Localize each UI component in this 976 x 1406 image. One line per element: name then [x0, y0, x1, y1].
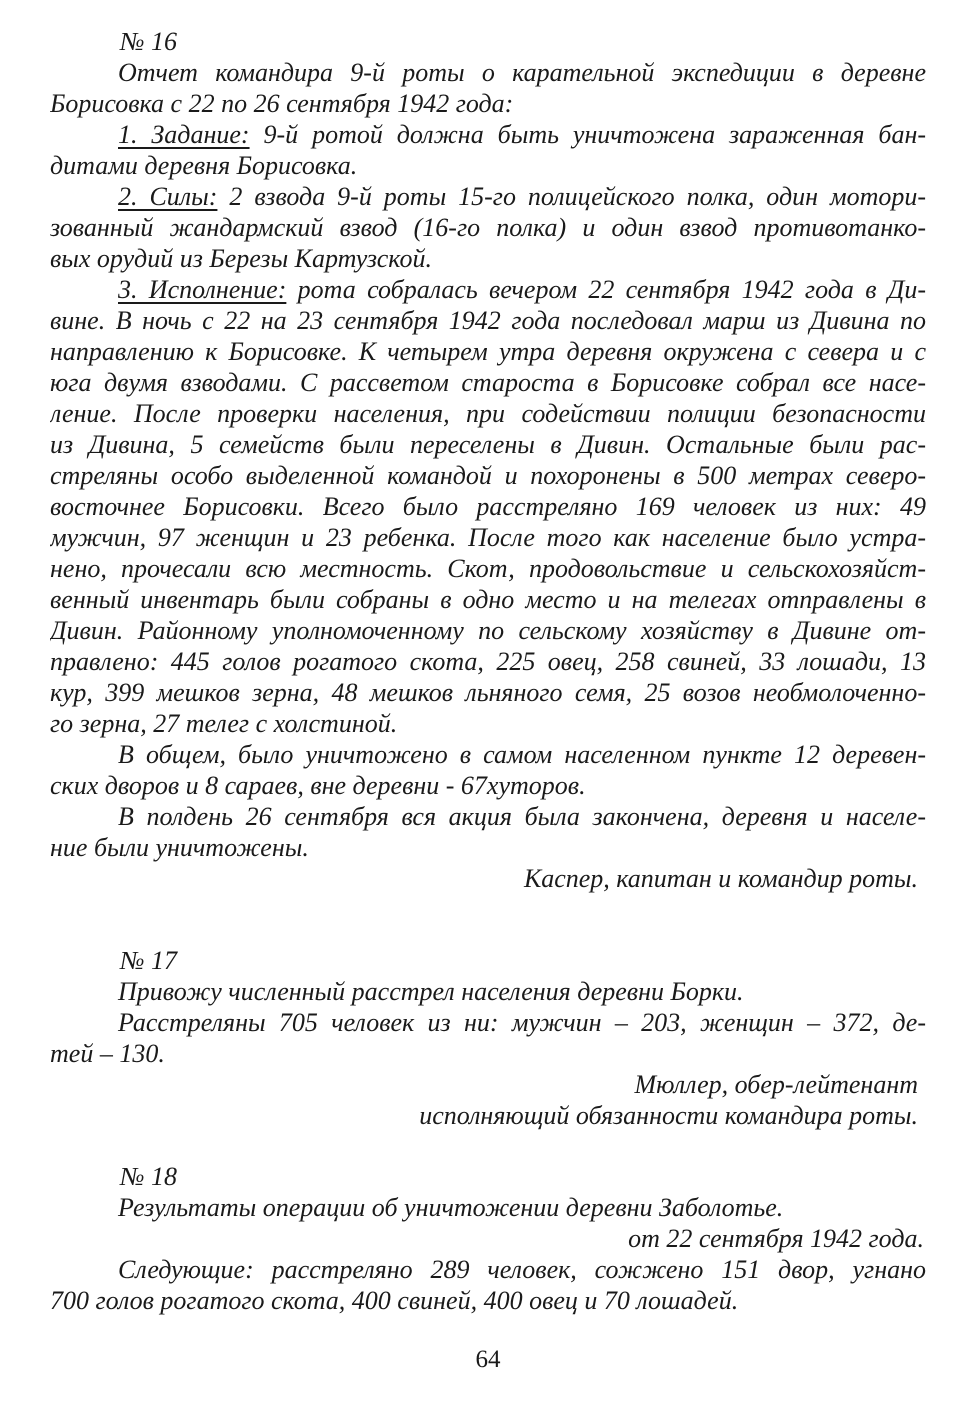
paragraph-text: рота собралась вечером 22 сентября 1942 года в Ди- [286, 275, 926, 304]
doc-16-execution-line: стреляны особо выделенной командой и похоронены в 500 метрах северо- [50, 461, 926, 490]
doc-16-execution-line: ление. После проверки населения, при содействии полиции безопасности [50, 399, 926, 428]
doc-16-forces-line [50, 181, 926, 212]
doc-17-body-line: тей – 130. [50, 1039, 165, 1068]
page-number: 64 [475, 1346, 501, 1373]
doc-16-execution-line: венный инвентарь были собраны в одно место и на телегах отправлены в [50, 585, 926, 614]
document-17 [50, 945, 926, 1131]
doc-16-title-line: Борисовка с 22 по 26 сентября 1942 года: [50, 89, 514, 118]
doc-16-execution-line: направлению к Борисовке. К четырем утра деревня окружена с севера и с [50, 337, 926, 366]
doc-17-signature-title: исполняющий обязанности командира роты. [419, 1101, 918, 1130]
doc-17-title-line: Привожу численный расстрел населения деревни Борки. [118, 977, 744, 1006]
underlined-heading-execution: 3. Исполнение: [118, 275, 287, 304]
doc-16-forces-line: зованный жандармский взвод (16-го полка) и один взвод противотанко- [50, 213, 926, 242]
doc-16-execution-line: вине. В ночь с 22 на 23 сентября 1942 года последовал марш из Дивина по [50, 306, 926, 335]
paragraph-text: 2 взвода 9-й роты 15-го полицейского полка, один мотори- [217, 182, 926, 211]
doc-16-execution-line: го зерна, 27 телег с холстиной. [50, 709, 398, 738]
doc-16-forces-line: вых орудий из Березы Картузской. [50, 244, 432, 273]
doc-16-execution-line: нено, прочесали всю местность. Скот, продовольствие и сельскохозяйст- [50, 554, 926, 583]
doc-16-execution-line: кур, 399 мешков зерна, 48 мешков льняного семя, 25 возов необмолоченно- [50, 678, 926, 707]
underlined-heading-task: 1. Задание: [118, 120, 250, 149]
doc-16-execution-line: юга двумя взводами. С рассветом староста в Борисовке собрал все насе- [50, 368, 926, 397]
doc-16-signature: Каспер, капитан и командир роты. [523, 864, 918, 893]
doc-16-summary-line: ских дворов и 8 сараев, вне деревни - 67хуторов. [50, 771, 586, 800]
doc-16-execution-line: восточнее Борисовки. Всего было расстреляно 169 человек из них: 49 [50, 492, 926, 521]
doc-16-execution-line [50, 274, 926, 305]
doc-16-task-line [50, 119, 926, 150]
document-18 [50, 1161, 926, 1316]
doc-16-title-line: Отчет командира 9-й роты о карательной экспедиции в деревне [118, 58, 926, 87]
document-text-block [50, 26, 926, 1316]
paragraph-text: 9-й ротой должна быть уничтожена зараженная бан- [249, 120, 926, 149]
doc-17-signature-name: Мюллер, обер-лейтенант [634, 1070, 918, 1099]
doc-16-execution-line: мужчин, 97 женщин и 23 ребенка. После того как население было устра- [50, 523, 926, 552]
doc-16-summary-line: В общем, было уничтожено в самом населенном пункте 12 деревен- [118, 740, 926, 769]
doc-16-number: № 16 [120, 27, 178, 56]
doc-17-body-line: Расстреляны 705 человек из ни: мужчин – 203, женщин – 372, де- [118, 1008, 926, 1037]
doc-18-date-line: от 22 сентября 1942 года. [628, 1224, 924, 1253]
doc-18-number: № 18 [120, 1162, 178, 1191]
doc-16-execution-line: правлено: 445 голов рогатого скота, 225 овец, 258 свиней, 33 лошади, 13 [50, 647, 926, 676]
underlined-heading-forces: 2. Силы: [118, 182, 218, 211]
doc-17-number: № 17 [120, 946, 178, 975]
doc-18-body-line: Следующие: расстреляно 289 человек, сожжено 151 двор, угнано [118, 1255, 926, 1284]
document-16 [50, 26, 926, 894]
doc-18-title-line: Результаты операции об уничтожении деревни Заболотье. [118, 1193, 784, 1222]
doc-16-execution-line: из Дивина, 5 семейств были переселены в Дивин. Остальные были рас- [50, 430, 926, 459]
doc-16-task-line: дитами деревня Борисовка. [50, 151, 358, 180]
doc-18-body-line: 700 голов рогатого скота, 400 свиней, 400 овец и 70 лошадей. [50, 1286, 739, 1315]
doc-16-execution-line: Дивин. Районному уполномоченному по сельскому хозяйству в Дивине от- [50, 616, 926, 645]
doc-16-conclusion-line: ние были уничтожены. [50, 833, 309, 862]
doc-16-conclusion-line: В полдень 26 сентября вся акция была закончена, деревня и населе- [118, 802, 926, 831]
